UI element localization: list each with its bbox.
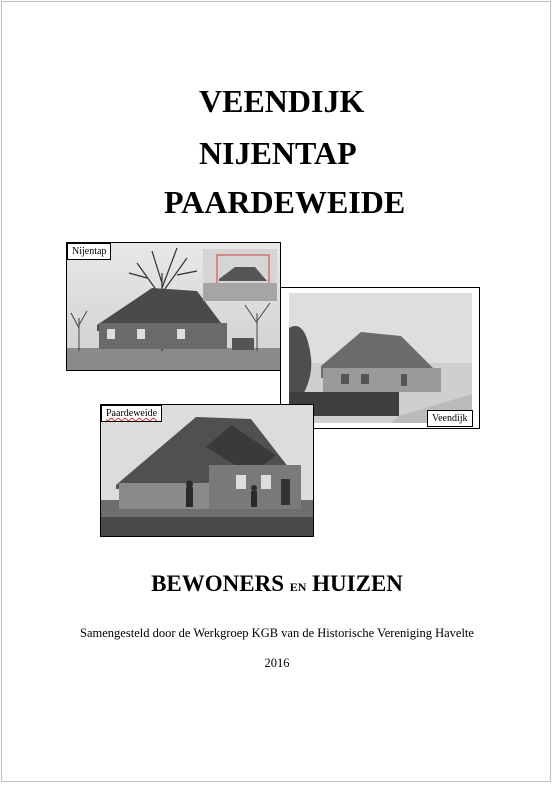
subtitle-word-1: BEWONERS [151, 571, 284, 596]
title-line-1: VEENDIJK [199, 83, 365, 119]
publication-year: 2016 [264, 656, 290, 670]
paardeweide-label [101, 405, 162, 422]
paardeweide-photo [100, 404, 314, 537]
subtitle-conjunction: EN [289, 580, 307, 594]
credit-line: Samengesteld door de Werkgroep KGB van de Historische Vereniging Havelte [80, 626, 474, 640]
veendijk-label: Veendijk [427, 410, 473, 427]
title-line-2: NIJENTAP [199, 135, 357, 171]
nijentap-label: Nijentap [67, 243, 111, 260]
paardeweide-label-text: Paardeweide [106, 408, 158, 419]
subtitle-word-2: HUIZEN [312, 571, 403, 596]
subtitle [0, 572, 554, 595]
title-line-3: PAARDEWEIDE [164, 184, 406, 220]
nijentap-photo [66, 242, 281, 371]
